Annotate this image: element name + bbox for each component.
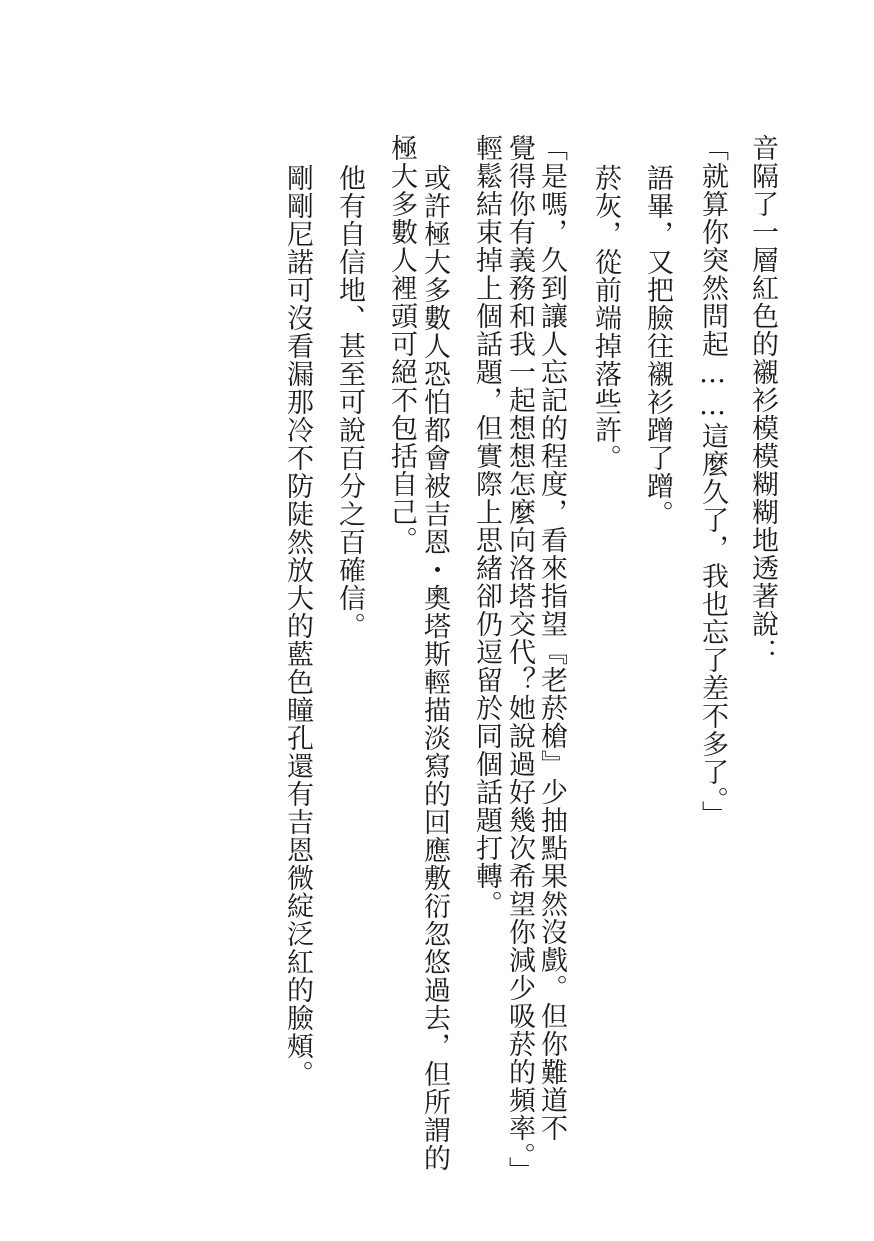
text-column-3: 語畢，又把臉往襯衫蹭了蹭。 bbox=[642, 164, 673, 528]
text-column-5: 「是嗎，久到讓人忘記的程度，看來指望『老菸槍』少抽點果然沒戲。但你難道不 bbox=[536, 134, 567, 1142]
text-column-10: 他有自信地、甚至可說百分之百確信。 bbox=[334, 164, 365, 640]
text-column-7: 輕鬆結束掉上個話題，但實際上思緒卻仍逗留於同個話題打轉。 bbox=[471, 134, 502, 918]
text-column-4: 菸灰，從前端掉落些許。 bbox=[590, 164, 621, 472]
text-column-2: 「就算你突然問起……這麼久了，我也忘了差不多了。」 bbox=[697, 134, 728, 829]
text-column-6: 覺得你有義務和我一起想想怎麼向洛塔交代？她說過好幾次希望你減少吸菸的頻率。」 bbox=[504, 134, 535, 1185]
text-column-9: 極大多數人裡頭可絕不包括自己。 bbox=[386, 134, 417, 554]
text-column-1: 音隔了一層紅色的襯衫模模糊糊地透著說： bbox=[747, 134, 778, 666]
text-column-8: 或許極大多數人恐怕都會被吉恩・奧塔斯輕描淡寫的回應敷衍忽悠過去，但所謂的 bbox=[419, 164, 450, 1172]
text-column-11: 剛剛尼諾可沒看漏那冷不防陡然放大的藍色瞳孔還有吉恩微綻泛紅的臉頰。 bbox=[282, 164, 313, 1088]
